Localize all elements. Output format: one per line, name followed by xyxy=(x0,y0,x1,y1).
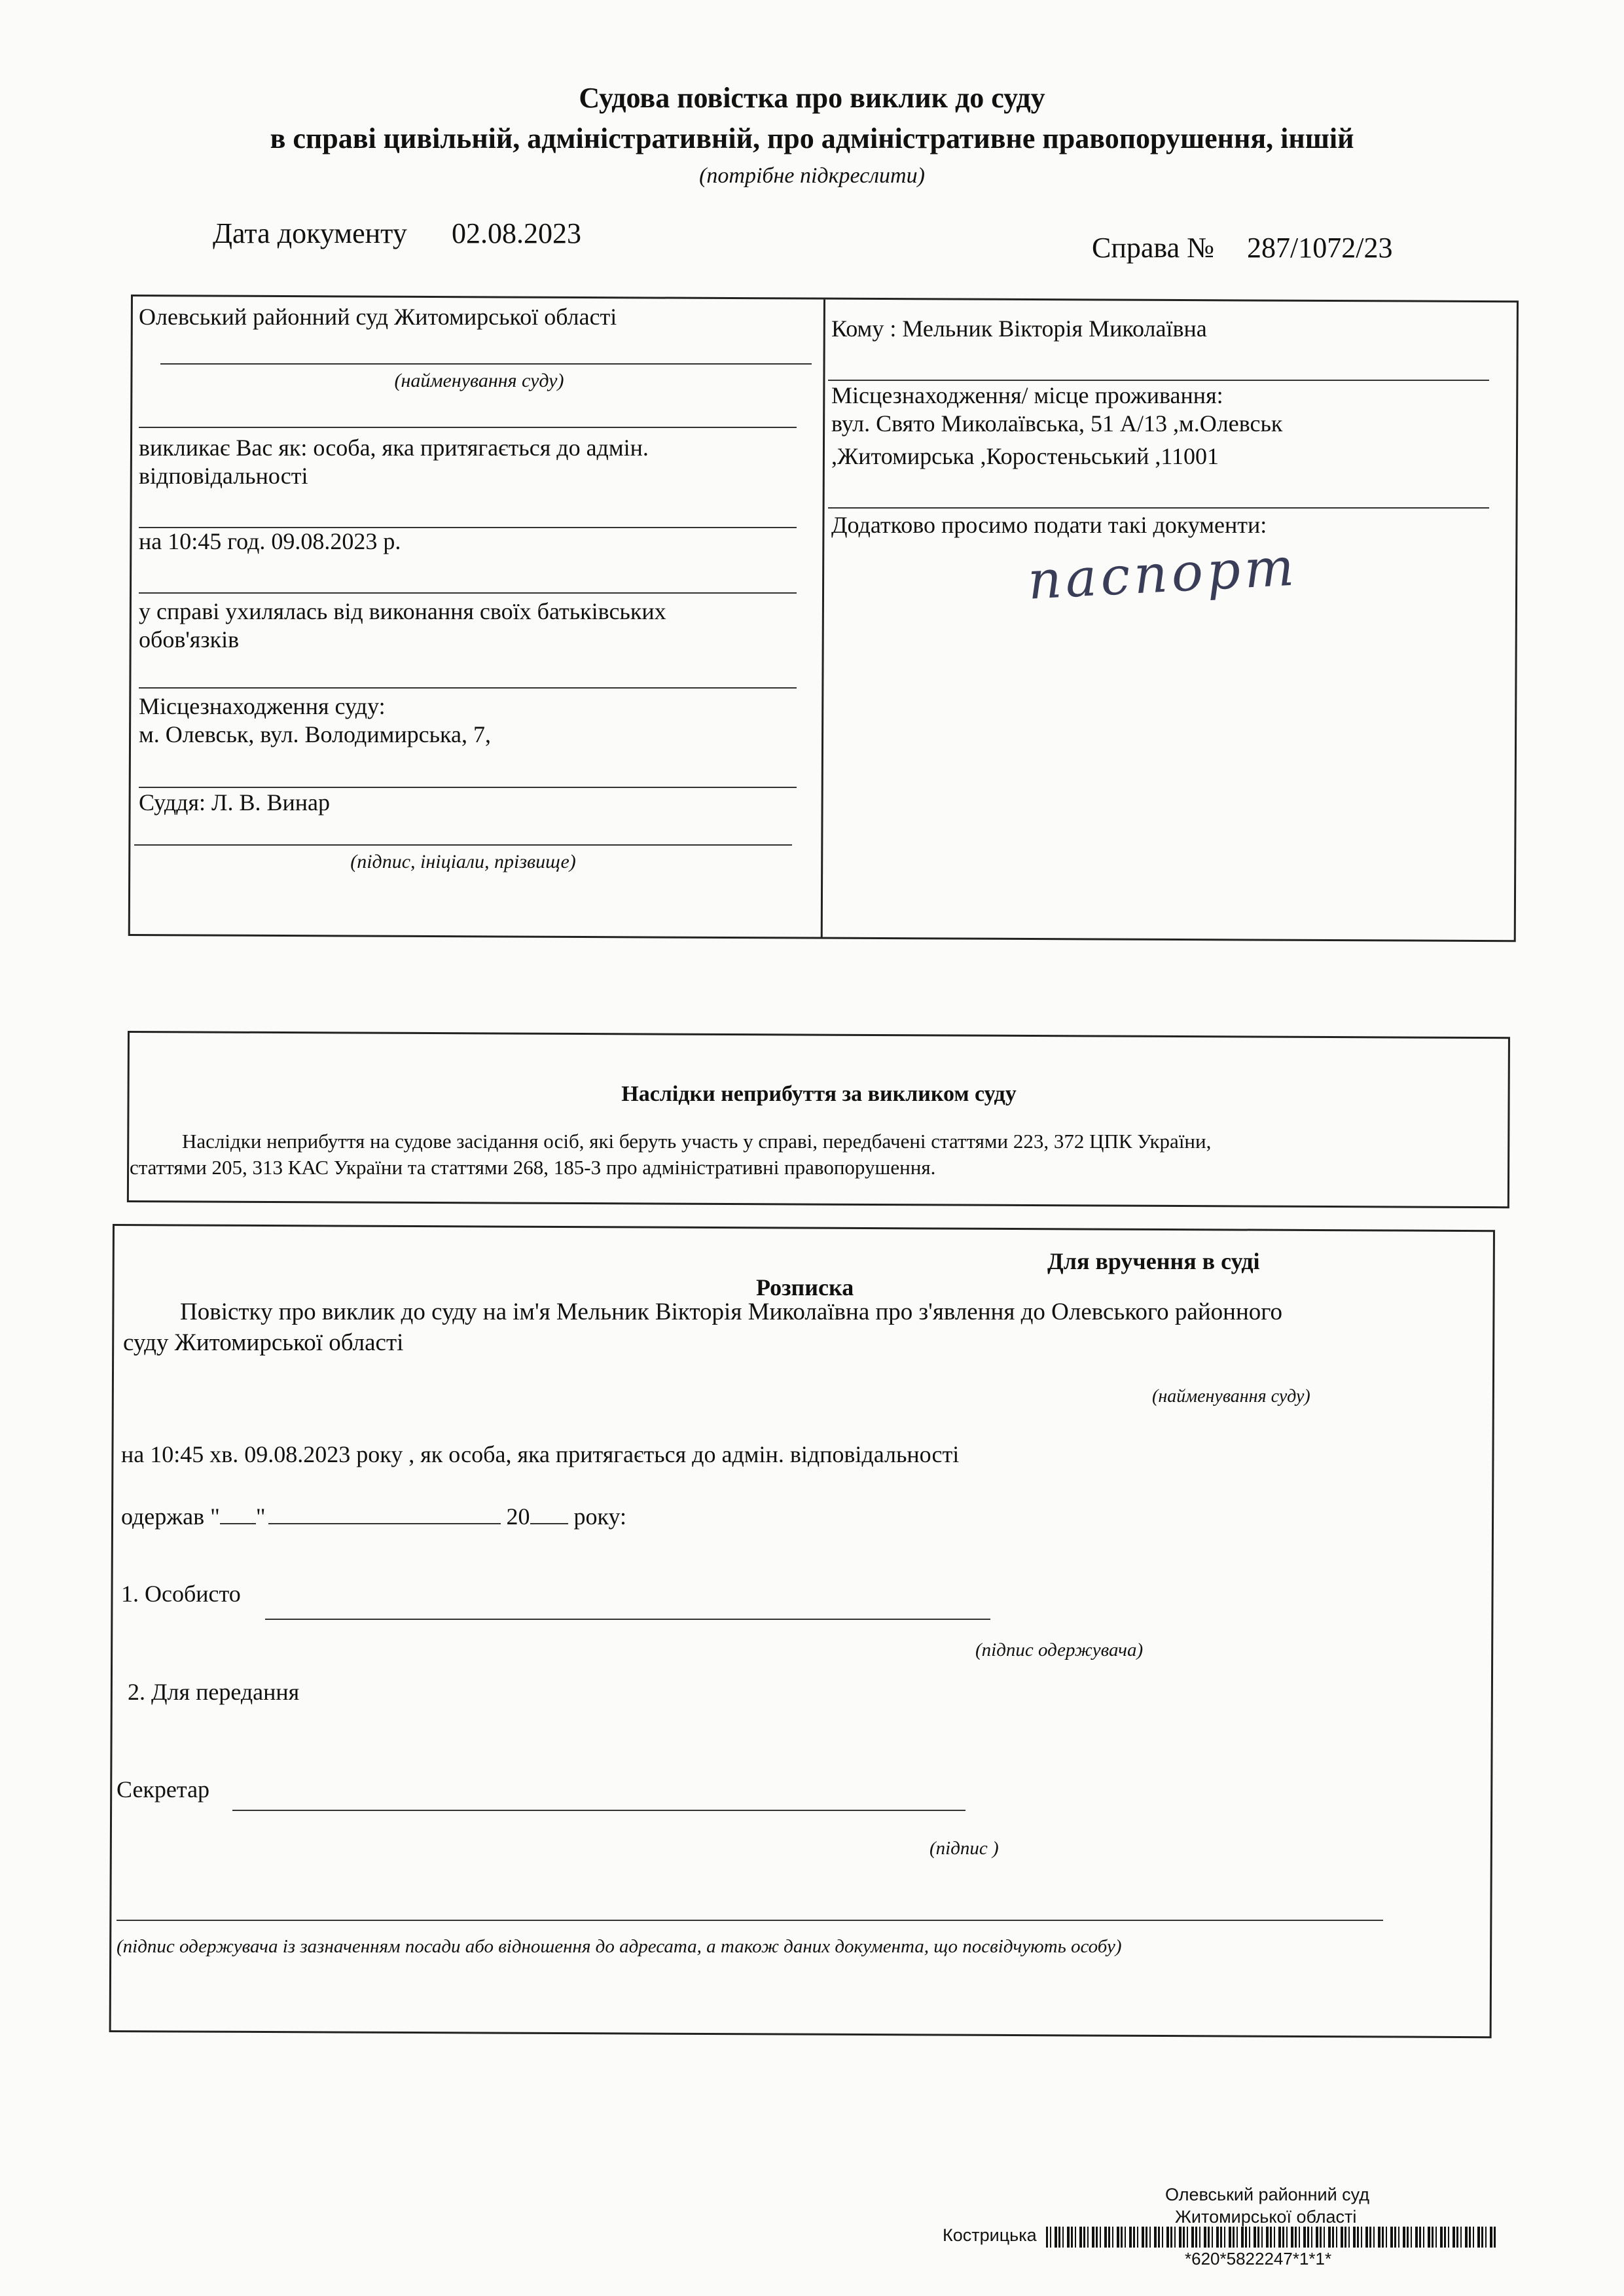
received-line: одержав " " 20 року: xyxy=(121,1503,627,1530)
handwritten-documents: паспорт xyxy=(1026,536,1299,611)
divider xyxy=(139,592,797,594)
address-line2: ,Житомирська ,Коростеньський ,11001 xyxy=(831,443,1219,469)
for-court-label: Для вручення в суді xyxy=(1047,1248,1260,1274)
barcode xyxy=(1046,2227,1498,2248)
address-line1: вул. Свято Миколаївська, 51 А/13 ,м.Олевськ xyxy=(831,410,1283,437)
receipt-court-caption: (найменування суду) xyxy=(1152,1386,1310,1407)
court-location-label: Місцезнаходження суду: xyxy=(139,693,386,719)
personal-label: 1. Особисто xyxy=(121,1581,241,1607)
divider xyxy=(139,427,797,428)
court-location-value: м. Олевськ, вул. Володимирська, 7, xyxy=(139,721,491,747)
bottom-caption: (підпис одержувача із зазначенням посади або відношення до адресата, а також даних документа, що посвідчують особу) xyxy=(117,1936,1122,1957)
bottom-signature-line xyxy=(117,1920,1383,1921)
received-month-blank xyxy=(268,1523,501,1524)
received-day-blank xyxy=(220,1523,256,1524)
date-value: 02.08.2023 xyxy=(452,217,581,249)
received-year-blank xyxy=(530,1523,568,1524)
transfer-label: 2. Для передання xyxy=(128,1679,300,1705)
divider xyxy=(160,363,812,365)
column-divider xyxy=(821,300,825,938)
consequences-text-line1: Наслідки неприбуття на судове засідання осіб, які беруть участь у справі, передбачені статтями 223, 372 ЦПК України, xyxy=(182,1130,1212,1153)
stamp-court-line1: Олевський районний суд xyxy=(1165,2185,1370,2204)
secretary-label: Секретар xyxy=(117,1776,210,1803)
judge-name: Суддя: Л. В. Винар xyxy=(139,789,330,816)
recipient-signature-caption: (підпис одержувача) xyxy=(975,1640,1144,1660)
summons-role-line2: відповідальності xyxy=(139,463,308,489)
date-label: Дата документу xyxy=(213,217,407,249)
receipt-text-line2: суду Житомирської області xyxy=(123,1329,404,1356)
signature-caption: (підпис ) xyxy=(929,1838,999,1859)
divider xyxy=(828,507,1489,509)
secretary-signature-line xyxy=(232,1810,965,1811)
document-title-line2: в справі цивільній, адміністративній, про адміністративне правопорушення, іншій xyxy=(270,122,1354,154)
divider xyxy=(139,687,797,689)
receipt-title: Розписка xyxy=(756,1274,854,1300)
hearing-time: на 10:45 год. 09.08.2023 р. xyxy=(139,528,401,554)
recipient-name: Кому : Мельник Вікторія Миколаївна xyxy=(831,315,1207,342)
document-title-line1: Судова повістка про виклик до суду xyxy=(579,82,1045,114)
judge-caption: (підпис, ініціали, прізвище) xyxy=(350,851,576,872)
case-label: Справа № xyxy=(1092,232,1215,264)
divider xyxy=(134,844,792,846)
case-description-line2: обов'язків xyxy=(139,626,240,653)
documents-label: Додатково просимо подати такі документи: xyxy=(831,512,1267,538)
address-label: Місцезнаходження/ місце проживання: xyxy=(831,382,1223,408)
receipt-text-line1: Повістку про виклик до суду на ім'я Мельник Вікторія Миколаївна про з'явлення до Олевського районного xyxy=(180,1299,1283,1325)
summons-role-line1: викликає Вас як: особа, яка притягається до адмін. xyxy=(139,435,649,461)
title-note: (потрібне підкреслити) xyxy=(699,164,925,188)
case-value: 287/1072/23 xyxy=(1247,232,1393,264)
court-caption: (найменування суду) xyxy=(394,370,564,391)
receipt-time-line: на 10:45 хв. 09.08.2023 року , як особа, яка притягається до адмін. відповідальності xyxy=(121,1441,960,1467)
consequences-title: Наслідки неприбуття за викликом суду xyxy=(621,1082,1017,1106)
personal-signature-line xyxy=(265,1619,990,1620)
consequences-text-line2: статтями 205, 313 КАС України та статтями 268, 185-3 про адміністративні правопорушення. xyxy=(130,1156,936,1179)
stamp-court-line2: Житомирської області xyxy=(1175,2207,1357,2227)
barcode-number: *620*5822247*1*1* xyxy=(1185,2249,1332,2269)
case-description-line1: у справі ухилялась від виконання своїх батьківських xyxy=(139,598,666,624)
court-name: Олевський районний суд Житомирської області xyxy=(139,304,617,330)
stamp-clerk-name: Кострицька xyxy=(943,2225,1037,2245)
